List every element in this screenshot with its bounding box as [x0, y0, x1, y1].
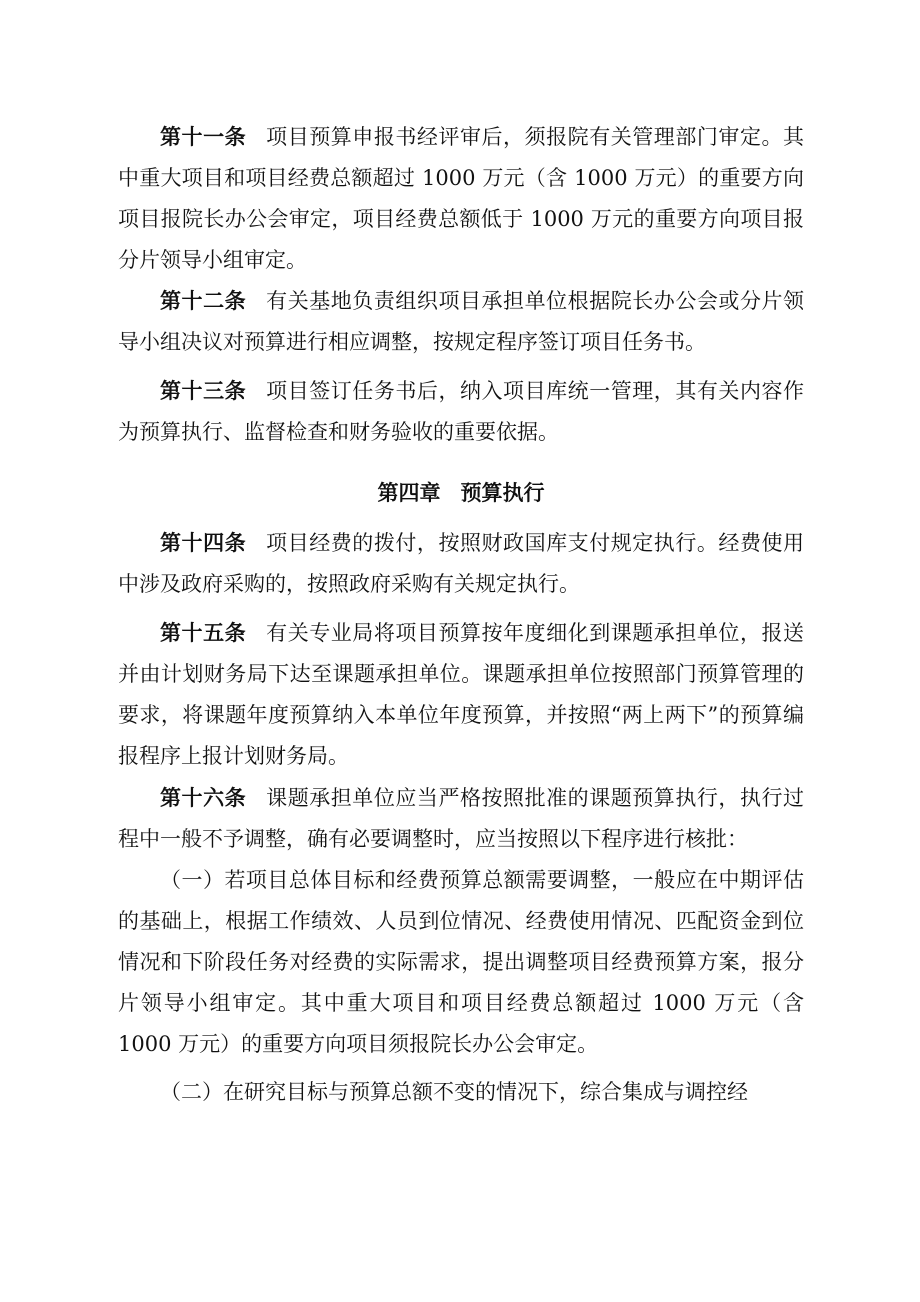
article-text: 有关专业局将项目预算按年度细化到课题承担单位，报送并由计划财务局下达至课题承担单位。课题承担单位按照部门预算管理的要求，将课题年度预算纳入本单位年度预算，并按照“两上两下”的预算编报程序上报计划财务局。: [118, 621, 805, 768]
clause-1-paragraph: [118, 860, 804, 1065]
clause-paragraph: [118, 1072, 804, 1113]
chapter-number: 第四章: [377, 480, 441, 505]
article-text: 项目签订任务书后，纳入项目库统一管理，其有关内容作为预算执行、监督检查和财务验收的重要依据。: [118, 379, 805, 444]
article-paragraph: [118, 612, 804, 777]
clause-text: （一）若项目总体目标和经费预算总额需要调整，一般应在中期评估的基础上，根据工作绩效、人员到位情况、经费使用情况、匹配资金到位情况和下阶段任务对经费的实际需求，提出调整项目经费预算方案，报分片领导小组审定。其中重大项目和项目经费总额超过 1000 万元（含 1000 万元）的重要方向项目须报院长办公会审定。: [118, 868, 804, 1056]
article-paragraph: [118, 522, 804, 605]
clause-2-paragraph: [118, 1072, 804, 1113]
article-11-paragraph: [118, 116, 804, 281]
article-number: 第十一条: [160, 124, 247, 149]
article-number: 第十四条: [160, 530, 247, 555]
article-number: 第十五条: [160, 620, 247, 645]
article-number: 第十二条: [160, 288, 247, 313]
article-12-paragraph: [118, 280, 804, 363]
article-number: 第十三条: [160, 378, 247, 403]
article-13-paragraph: [118, 370, 804, 453]
article-text: 课题承担单位应当严格按照批准的课题预算执行，执行过程中一般不予调整，确有必要调整时，应当按照以下程序进行核批：: [118, 786, 805, 851]
article-14-paragraph: [118, 522, 804, 605]
article-text: 有关基地负责组织项目承担单位根据院长办公会或分片领导小组决议对预算进行相应调整，按规定程序签订项目任务书。: [118, 289, 805, 354]
article-paragraph: [118, 280, 804, 363]
article-paragraph: [118, 370, 804, 453]
clause-text: （二）在研究目标与预算总额不变的情况下，综合集成与调控经: [160, 1080, 748, 1104]
chapter-heading: [118, 472, 804, 513]
article-text: 项目经费的拨付，按照财政国库支付规定执行。经费使用中涉及政府采购的，按照政府采购有关规定执行。: [118, 531, 805, 596]
clause-paragraph: [118, 860, 804, 1065]
article-paragraph: [118, 116, 804, 281]
article-16-paragraph: [118, 777, 804, 860]
chapter-heading-block: [118, 472, 804, 513]
article-number: 第十六条: [160, 785, 247, 810]
article-text: 项目预算申报书经评审后，须报院有关管理部门审定。其中重大项目和项目经费总额超过 1000 万元（含 1000 万元）的重要方向项目报院长办公会审定，项目经费总额低于 1000 万元的重要方向项目报分片领导小组审定。: [118, 125, 805, 272]
article-paragraph: [118, 777, 804, 860]
chapter-title: 预算执行: [460, 480, 545, 505]
article-15-paragraph: [118, 612, 804, 777]
